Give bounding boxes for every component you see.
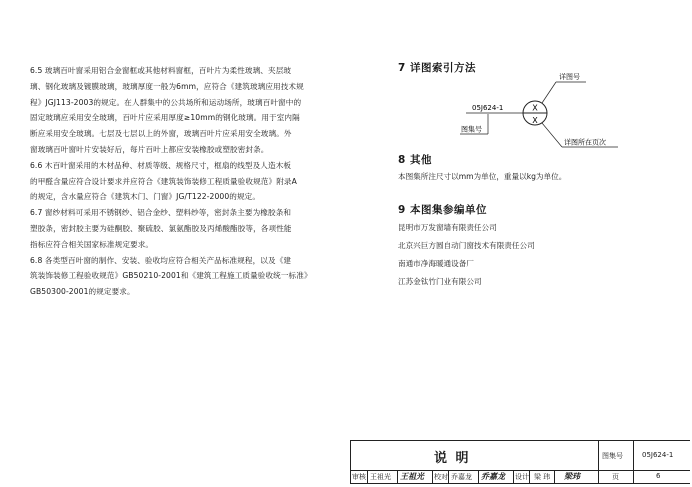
section-9-title: 9 本图集参编单位	[398, 204, 487, 216]
note-6-5-line-6: 窗玻璃百叶窗叶片安装好后，每片百叶上都应安装橡胶或塑胶密封条。	[30, 144, 269, 154]
detail-number-label: 详图号	[559, 73, 580, 81]
note-6-5-line-5: 断应采用安全玻璃。七层及七层以上的外窗，玻璃百叶片应采用安全玻璃。外	[30, 129, 292, 139]
note-6-5-line-3: 程》JGJ113-2003的规定。在人群集中的公共场所和运动场所，玻璃百叶窗中的	[30, 97, 302, 107]
note-6-6-line-3: 的规定，含水量应符合《建筑木门、门窗》JG/T122-2000的规定。	[30, 192, 261, 202]
participating-unit-3: 南通市净海暖通设备厂	[398, 259, 474, 268]
detail-index-diagram	[458, 68, 668, 158]
note-6-7-line-2: 塑胶条，密封胶主要为硅酮胶、聚硫胶、氯氨酯胶及丙烯酸酯胶等，各项性能	[30, 223, 292, 233]
detail-leader	[542, 82, 556, 103]
design-label: 设计	[515, 473, 529, 481]
note-6-8-line-1: 6.8 各类型百叶窗的制作、安装、验收均应符合相关产品标准规程，以及《建	[30, 255, 292, 265]
section-8-text: 本图集所注尺寸以mm为单位，重量以kg为单位。	[398, 172, 567, 181]
note-6-7-line-3: 指标应符合相关国家标准规定要求。	[30, 239, 154, 249]
check-signature: 乔嘉龙	[481, 471, 505, 481]
atlas-label: 图集号	[461, 125, 482, 134]
atlas-code-text: 05J624-1	[472, 104, 504, 112]
participating-unit-2: 北京兴巨方圆自动门窗技术有限责任公司	[398, 241, 535, 250]
notes-left-column	[30, 63, 360, 300]
note-6-8-line-2: 筑装饰装修工程验收规范》GB50210-2001和《建筑工程施工质量验收统一标准》	[30, 271, 312, 281]
index-circle-top: X	[532, 103, 538, 113]
section-7-title: 7 详图索引方法	[398, 62, 476, 74]
atlas-number-value: 05J624-1	[642, 451, 674, 459]
review-signature: 王祖光	[400, 471, 424, 481]
note-6-6-line-1: 6.6 木百叶窗采用的木材品种、材质等级、规格尺寸，框扇的线型及人造木板	[30, 160, 292, 170]
note-6-8-line-3: GB50300-2001的规定要求。	[30, 287, 135, 297]
note-6-5-line-4: 固定玻璃应采用安全玻璃，百叶片应采用厚度≥10mm的钢化玻璃。用于室内隔	[30, 113, 300, 123]
note-6-6-line-2: 的甲醛含量应符合设计要求并应符合《建筑装饰装修工程质量验收规范》附录A	[30, 176, 297, 186]
page-leader	[542, 123, 562, 147]
participating-unit-4: 江苏金钛竹门业有限公司	[398, 277, 482, 286]
index-circle-bottom: X	[532, 116, 538, 125]
section-8-title: 8 其他	[398, 154, 432, 166]
design-name: 梁 玮	[534, 473, 551, 481]
note-6-7-line-1: 6.7 窗纱材料可采用不锈钢纱、铝合金纱、塑料纱等，密封条主要为橡胶条和	[30, 208, 292, 218]
note-6-5-line-1: 6.5 玻璃百叶窗采用铝合金窗框或其他材料窗框，百叶片为柔性玻璃、夹层玻	[30, 66, 292, 75]
check-name: 乔嘉龙	[451, 473, 472, 481]
review-name: 王祖光	[370, 473, 391, 481]
title-block	[350, 440, 690, 484]
design-signature: 梁玮	[564, 471, 580, 481]
page-label: 页	[612, 473, 619, 481]
note-6-5-line-2: 璃、钢化玻璃及镀膜玻璃，玻璃厚度一般为6mm，应符合《建筑玻璃应用技术规	[30, 81, 304, 91]
sheet-title: 说 明	[434, 451, 471, 466]
check-label: 校对	[434, 473, 448, 481]
atlas-number-label: 图集号	[602, 452, 623, 460]
detail-page-label: 详图所在页次	[564, 138, 606, 147]
page-number: 6	[656, 472, 661, 480]
review-label: 审核	[352, 473, 366, 481]
participating-unit-1: 昆明市万发窗墙有限责任公司	[398, 223, 497, 232]
